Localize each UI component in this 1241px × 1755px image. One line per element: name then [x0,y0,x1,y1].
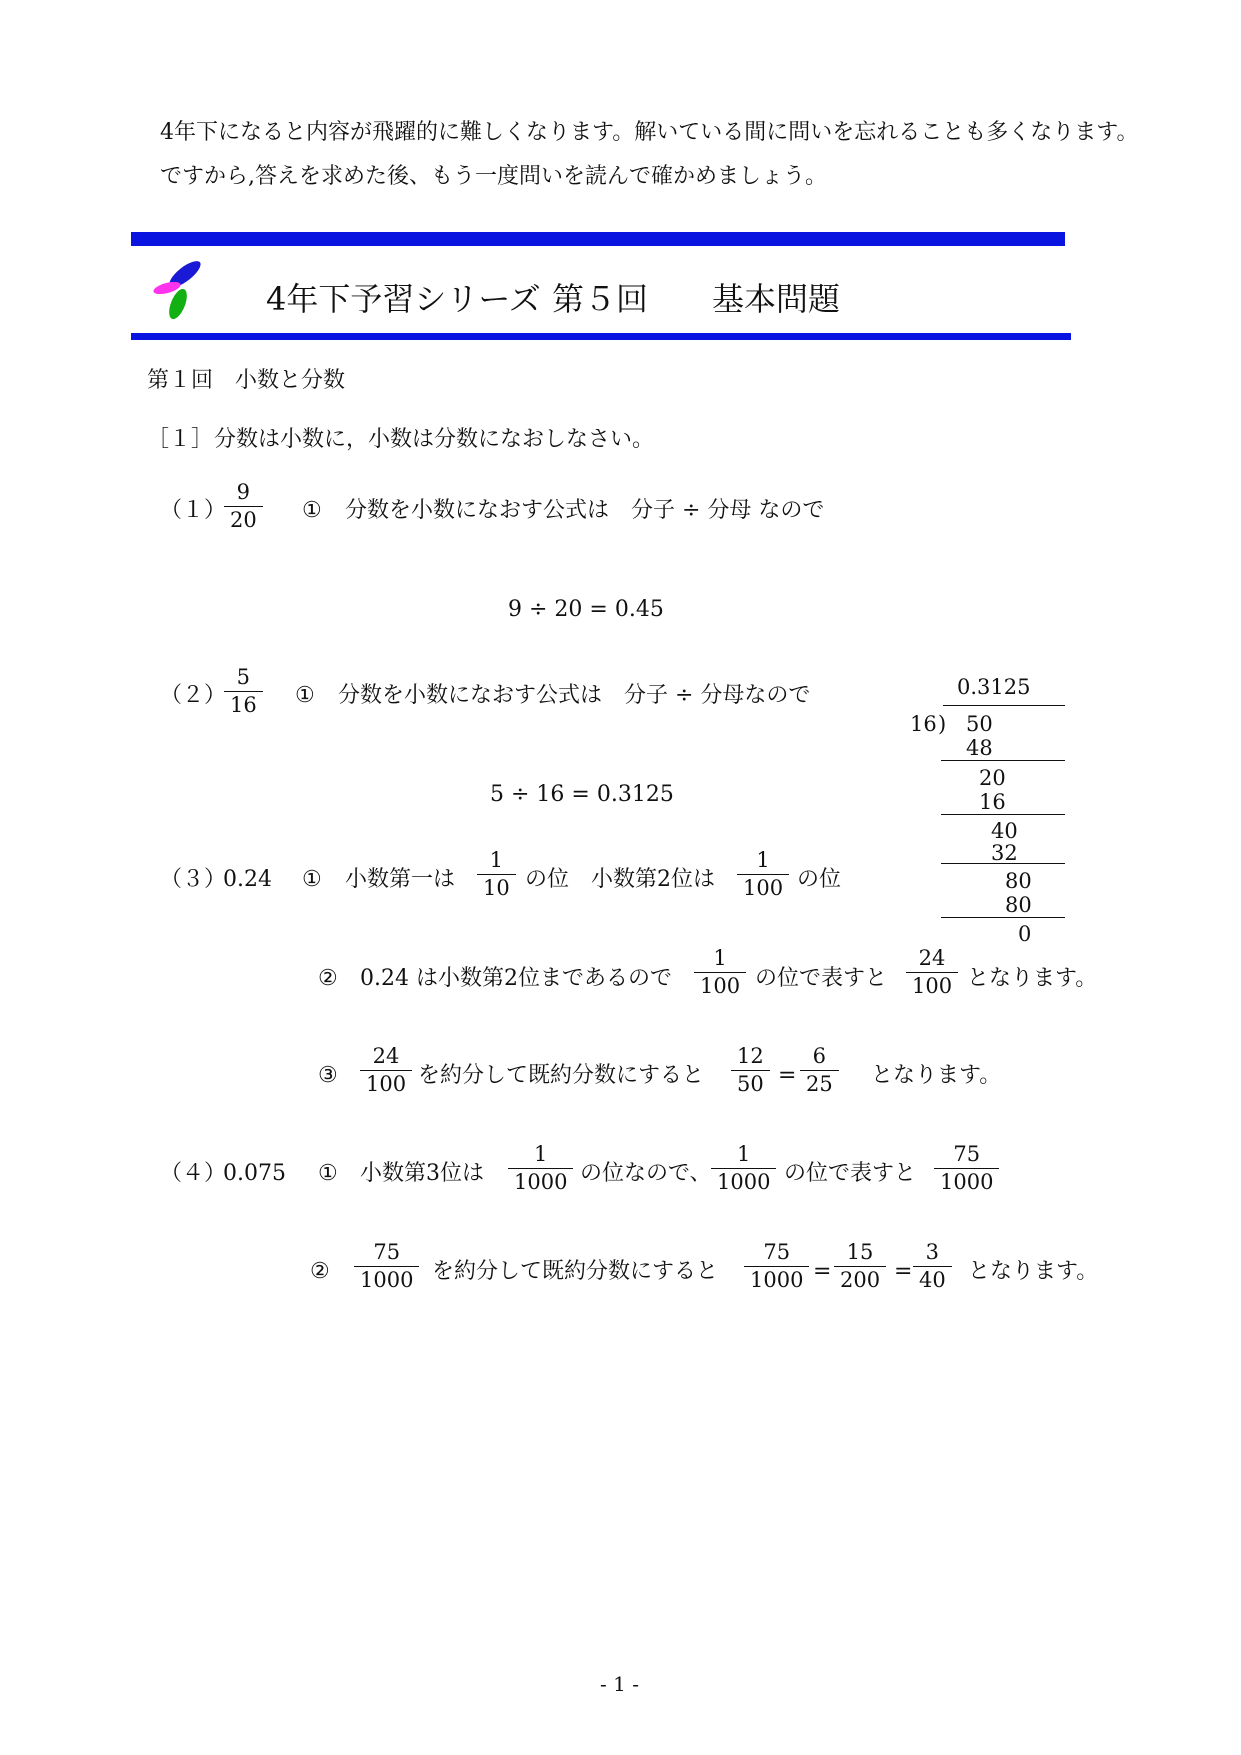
ld-rule [941,863,1065,864]
frac-num: 75 [373,1240,401,1264]
ld-step: 80 [1005,893,1032,917]
q3-label: （３） [160,867,227,892]
q4-value: 0.075 [223,1161,286,1186]
q1-equation: 9 ÷ 20 = 0.45 [508,597,664,622]
q4-step2-text: を約分して既約分数にすると [432,1259,719,1284]
q3-step2-text: となります。 [967,966,1098,991]
frac-num: 1 [713,946,727,970]
frac-den: 200 [840,1268,881,1292]
ld-step: 48 [966,736,993,760]
q3-step3-mark: ③ [318,1063,338,1088]
frac-num: 24 [372,1044,400,1068]
frac-den: 100 [366,1072,407,1096]
q3-step3-text: となります。 [871,1063,1002,1088]
q4-step2-text: となります。 [968,1259,1099,1284]
q3-step2-mark: ② [318,966,338,991]
q4-step1-fraction [934,1144,999,1193]
q4-step2-fraction [913,1242,952,1291]
q3-step2-text: の位で表すと [755,966,888,991]
q3-step1-text: 小数第一は [345,867,456,892]
header-round: 第５回 [552,280,649,318]
ld-step: 40 [991,819,1018,843]
q3-step3-equals: = [778,1063,797,1088]
q1-label: （１） [160,498,227,523]
q3-step3-fraction [800,1046,839,1095]
section-title: 第１回 小数と分数 [147,368,346,393]
header-band-bottom [131,333,1071,340]
frac-num: 1 [756,848,770,872]
q4-step2-fraction [744,1242,809,1291]
q3-step3-fraction [360,1046,412,1095]
frac-den: 100 [700,974,741,998]
ld-bracket: ) [938,712,947,736]
q4-step2-fraction [354,1242,419,1291]
q1-mark: ① [302,498,322,523]
problem-instruction: 分数は小数に，小数は分数になおしなさい。 [214,427,655,452]
frac-den: 1000 [750,1268,804,1292]
q2-label: （２） [160,683,227,708]
ld-step: 80 [1005,869,1032,893]
frac-den: 100 [912,974,953,998]
problem-label: ［１］ [147,427,214,452]
frac-num: 12 [737,1044,764,1068]
q4-step1-fraction [508,1144,573,1193]
frac-num: 1 [489,848,504,872]
q4-step2-equals: = [894,1259,913,1284]
frac-den: 1000 [940,1170,994,1194]
q2-frac-den: 16 [230,693,257,717]
frac-num: 75 [763,1240,791,1264]
q3-step3-fraction [731,1046,770,1095]
q3-step1-fraction [737,850,789,899]
frac-den: 1000 [360,1268,414,1292]
frac-num: 6 [812,1044,827,1068]
q3-step2-text: 0.24 は小数第2位まであるので [360,966,672,991]
q3-value: 0.24 [223,867,272,892]
q4-step2-fraction [834,1242,886,1291]
frac-den: 40 [919,1268,946,1292]
frac-den: 1000 [514,1170,568,1194]
ld-quotient: 0.3125 [957,675,1031,699]
ld-step: 16 [979,790,1006,814]
frac-den: 10 [483,876,510,900]
series-logo [150,258,206,322]
q4-step1-text: 小数第3位は [360,1161,484,1186]
q3-step1-text: の位 [797,867,842,892]
ld-top-line [943,705,1065,706]
frac-num: 24 [918,946,946,970]
q3-step2-fraction [694,948,746,997]
ld-step: 20 [979,766,1006,790]
ld-rule [941,917,1065,918]
q1-fraction [224,482,263,531]
q3-step1-fraction [477,850,516,899]
frac-num: 75 [953,1142,981,1166]
q4-step1-text: の位なので、 [580,1161,712,1186]
ld-rule [941,760,1065,761]
q2-frac-num: 5 [236,665,251,689]
frac-num: 15 [846,1240,874,1264]
q3-step1-text: の位 小数第2位は [525,867,715,892]
frac-num: 3 [925,1240,940,1264]
ld-step: 50 [966,712,993,736]
q3-step3-text: を約分して既約分数にすると [418,1063,705,1088]
ld-rule [941,814,1065,815]
ld-step: 32 [991,841,1018,865]
frac-den: 1000 [717,1170,771,1194]
intro-line-2: ですから,答えを求めた後、もう一度問いを読んで確かめましょう。 [160,164,827,189]
frac-den: 50 [737,1072,764,1096]
header-band-top [131,232,1065,246]
header-kind: 基本問題 [712,280,841,318]
q2-mark: ① [295,683,315,708]
q4-step1-fraction [711,1144,776,1193]
q4-step1-text: の位で表すと [784,1161,917,1186]
q4-step2-equals: = [813,1259,832,1284]
frac-num: 1 [737,1142,751,1166]
q1-text: 分数を小数になおす公式は 分子 ÷ 分母 なので [345,498,825,523]
q2-text: 分数を小数になおす公式は 分子 ÷ 分母なので [338,683,811,708]
ld-divisor: 16 [910,712,937,736]
q2-equation: 5 ÷ 16 = 0.3125 [490,782,674,807]
q1-frac-num: 9 [236,480,251,504]
header-series-title: 4年下予習シリーズ [266,280,541,318]
q3-step2-fraction [906,948,958,997]
q4-step1-mark: ① [318,1161,338,1186]
q3-step1-mark: ① [302,867,322,892]
page-number: - 1 - [600,1672,639,1696]
intro-line-1: 4年下になると内容が飛躍的に難しくなります。解いている間に問いを忘れることも多くなります。 [160,120,1139,145]
ld-step: 0 [1018,922,1032,946]
frac-den: 25 [806,1072,833,1096]
q4-label: （４） [160,1161,227,1186]
frac-den: 100 [743,876,784,900]
q2-fraction [224,667,263,716]
frac-num: 1 [534,1142,548,1166]
q1-frac-den: 20 [230,508,257,532]
q4-step2-mark: ② [310,1259,330,1284]
